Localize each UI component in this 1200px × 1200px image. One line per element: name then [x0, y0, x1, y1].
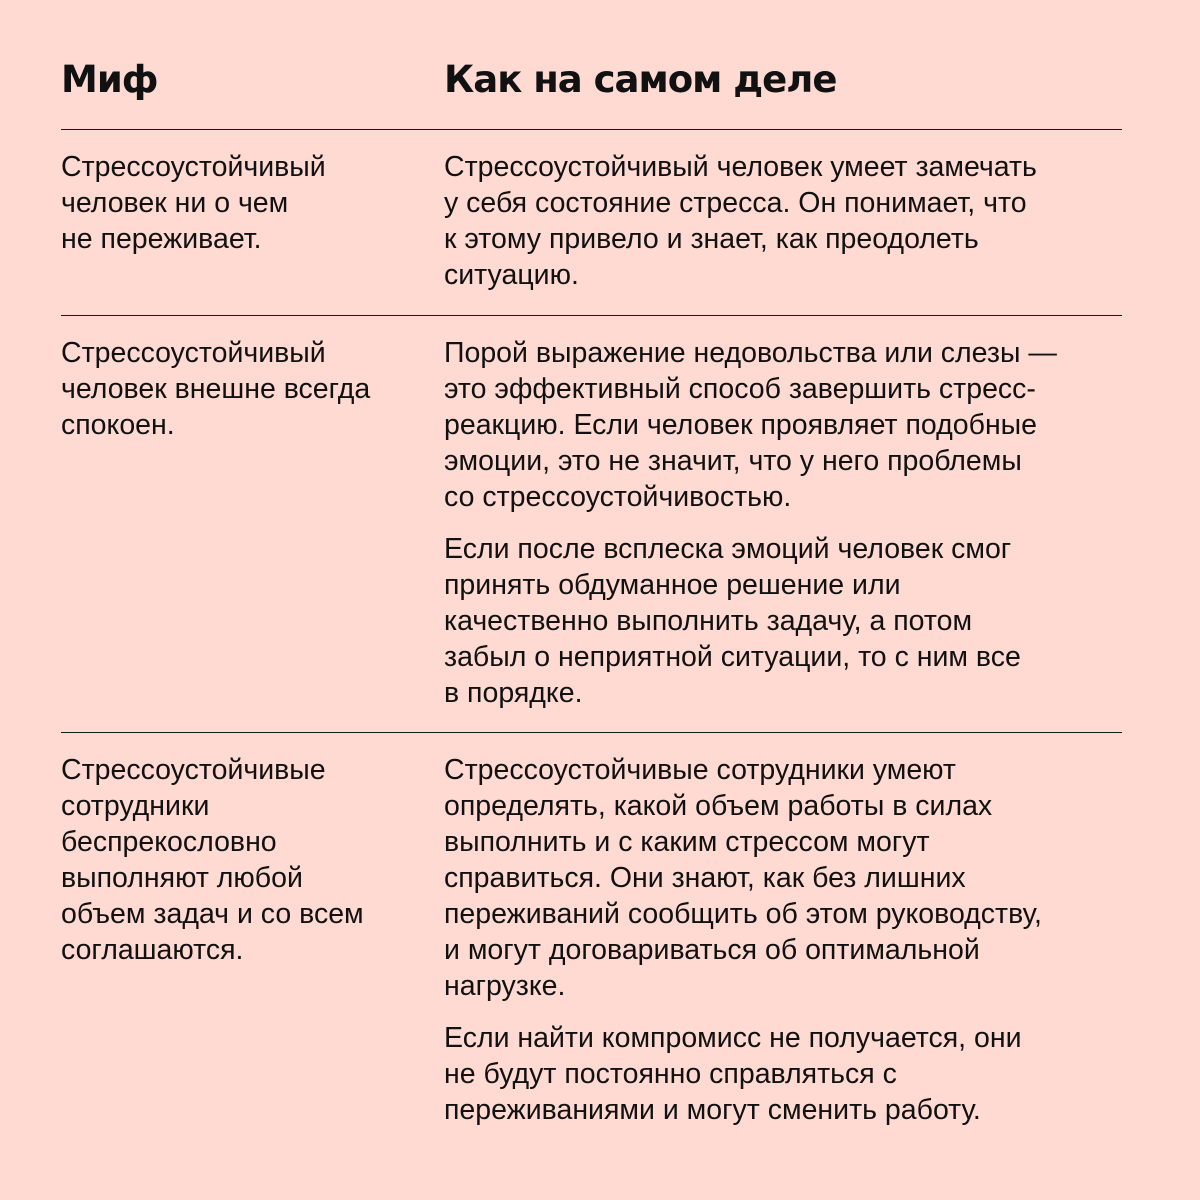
- fact-cell: [444, 149, 1122, 315]
- fact-paragraph: Стрессоустойчивые сотрудники умеют определять, какой объем работы в силах выполнить и с каким стрессом могут справиться. Они знают, как без лишних переживаний сообщить об этом руководству, и могут договариваться об оптимальной нагрузке.: [444, 754, 1042, 1002]
- fact-cell: [444, 335, 1122, 732]
- fact-paragraph: Если после всплеска эмоций человек смог принять обдуманное решение или качественно выполнить задачу, а потом забыл о неприятной ситуации, то с ним все в порядке.: [444, 533, 1021, 709]
- table-header: [61, 0, 1122, 130]
- table-row: [61, 130, 1122, 316]
- table-row: [61, 733, 1122, 1199]
- fact-paragraph: Стрессоустойчивый человек умеет замечать у себя состояние стресса. Он понимает, что к этому привело и знает, как преодолеть ситуацию.: [444, 151, 1037, 291]
- fact-cell: [444, 752, 1122, 1199]
- fact-paragraph: Порой выражение недовольства или слезы — это эффективный способ завершить стресс- реакцию. Если человек проявляет подобные эмоции, это не значит, что у него проблемы со стрессоустойчивостью.: [444, 337, 1057, 513]
- myth-cell: Стрессоустойчивые сотрудники беспрекословно выполняют любой объем задач и со всем соглашаются.: [61, 754, 364, 966]
- fact-paragraph: Если найти компромисс не получается, они не будут постоянно справляться с переживаниями и могут сменить работу.: [444, 1022, 1022, 1126]
- myth-cell: Стрессоустойчивый человек ни о чем не переживает.: [61, 151, 326, 255]
- fact-column-header: Как на самом деле: [444, 58, 837, 101]
- table-row: [61, 316, 1122, 733]
- myth-cell: Стрессоустойчивый человек внешне всегда спокоен.: [61, 337, 371, 441]
- myth-column-header: Миф: [61, 58, 158, 101]
